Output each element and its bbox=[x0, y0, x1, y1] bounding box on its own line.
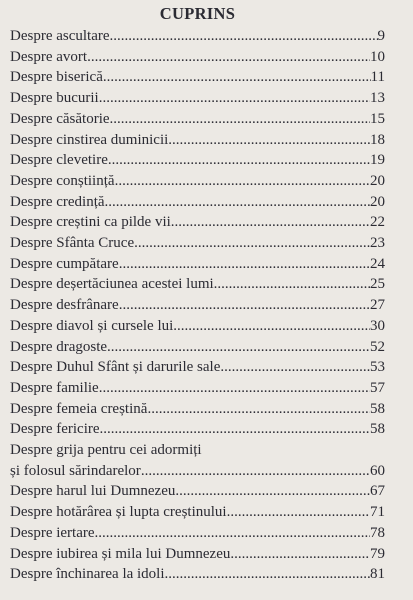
dot-leader bbox=[100, 419, 370, 440]
toc-entry-title-continued: și folosul sărindarelor bbox=[10, 462, 141, 479]
toc-entry-page: 25 bbox=[370, 276, 385, 293]
toc-entry-page: 71 bbox=[370, 504, 385, 521]
toc-entry-page: 15 bbox=[370, 110, 385, 127]
dot-leader bbox=[220, 357, 370, 378]
toc-entry-title: Despre femeia creștină bbox=[10, 400, 148, 417]
toc-entry-page: 52 bbox=[370, 338, 385, 355]
toc-entry bbox=[10, 337, 385, 358]
toc-entry bbox=[10, 254, 385, 275]
toc-entry-page: 79 bbox=[370, 545, 385, 562]
toc-entry bbox=[10, 67, 385, 88]
toc-entry bbox=[10, 502, 385, 523]
toc-entry-title: Despre conștiință bbox=[10, 172, 115, 189]
toc-entry bbox=[10, 564, 385, 585]
toc-entry-page: 10 bbox=[370, 48, 385, 65]
toc-entry-page: 53 bbox=[370, 359, 385, 376]
dot-leader bbox=[147, 399, 370, 420]
dot-leader bbox=[99, 378, 370, 399]
toc-entry-title: Despre hotărârea și lupta creștinului bbox=[10, 504, 227, 521]
dot-leader bbox=[115, 171, 370, 192]
toc-entry bbox=[10, 399, 385, 420]
toc-entry-title: Despre Sfânta Cruce bbox=[10, 235, 135, 252]
dot-leader bbox=[230, 544, 370, 565]
dot-leader bbox=[107, 337, 370, 358]
toc-entry-page: 24 bbox=[370, 255, 385, 272]
toc-entry-title: Despre cinstirea duminicii bbox=[10, 131, 169, 148]
toc-entry bbox=[10, 316, 385, 337]
table-of-contents bbox=[10, 26, 385, 585]
toc-entry-page: 20 bbox=[370, 172, 385, 189]
toc-entry-page: 19 bbox=[370, 152, 385, 169]
toc-entry bbox=[10, 150, 385, 171]
toc-entry-title: Despre deșertăciunea acestei lumi bbox=[10, 276, 214, 293]
toc-entry-title: Despre căsătorie bbox=[10, 110, 110, 127]
toc-entry-page: 20 bbox=[370, 193, 385, 210]
toc-entry-page: 60 bbox=[370, 462, 385, 479]
toc-entry-page: 18 bbox=[370, 131, 385, 148]
dot-leader bbox=[108, 150, 370, 171]
toc-entry-title: Despre iubirea și mila lui Dumnezeu bbox=[10, 545, 231, 562]
dot-leader bbox=[105, 192, 370, 213]
toc-entry bbox=[10, 378, 385, 399]
dot-leader bbox=[119, 295, 370, 316]
toc-entry bbox=[10, 357, 385, 378]
toc-entry-page: 67 bbox=[370, 483, 385, 500]
toc-heading: CUPRINS bbox=[159, 4, 236, 23]
toc-entry-title: Despre dragoste bbox=[10, 338, 108, 355]
dot-leader bbox=[168, 130, 370, 151]
dot-leader bbox=[227, 502, 370, 523]
toc-entry bbox=[10, 26, 385, 47]
toc-entry-title: Despre închinarea la idoli bbox=[10, 566, 165, 583]
dot-leader bbox=[95, 523, 370, 544]
toc-entry bbox=[10, 461, 385, 482]
toc-entry-page: 27 bbox=[370, 297, 385, 314]
dot-leader bbox=[119, 254, 370, 275]
toc-entry-page: 11 bbox=[370, 69, 385, 86]
dot-leader bbox=[141, 461, 370, 482]
toc-entry-page: 13 bbox=[370, 90, 385, 107]
toc-entry-page: 9 bbox=[377, 28, 385, 44]
dot-leader bbox=[110, 26, 378, 47]
toc-entry-title: Despre familie bbox=[10, 379, 99, 396]
toc-entry-title: Despre diavol și cursele lui bbox=[10, 317, 174, 334]
toc-entry bbox=[10, 523, 385, 544]
toc-entry bbox=[10, 109, 385, 130]
toc-entry-title: Despre creștini ca pilde vii bbox=[10, 214, 171, 231]
dot-leader bbox=[171, 212, 370, 233]
toc-entry-title: Despre bucurii bbox=[10, 90, 99, 107]
toc-entry-title: Despre ascultare bbox=[10, 28, 110, 44]
dot-leader bbox=[214, 274, 370, 295]
toc-entry-title: Despre clevetire bbox=[10, 152, 108, 169]
toc-entry-title: Despre credință bbox=[10, 193, 105, 210]
toc-entry-title: Despre fericire bbox=[10, 421, 100, 438]
toc-entry bbox=[10, 419, 385, 440]
dot-leader bbox=[134, 233, 370, 254]
dot-leader bbox=[110, 109, 370, 130]
toc-entry bbox=[10, 481, 385, 502]
toc-entry bbox=[10, 130, 385, 151]
toc-entry-page: 30 bbox=[370, 317, 385, 334]
toc-entry-page: 22 bbox=[370, 214, 385, 231]
dot-leader bbox=[103, 67, 371, 88]
toc-entry bbox=[10, 171, 385, 192]
toc-entry bbox=[10, 295, 385, 316]
dot-leader bbox=[165, 564, 370, 585]
toc-entry-first-line bbox=[10, 440, 385, 461]
toc-entry-page: 58 bbox=[370, 400, 385, 417]
toc-entry-title: Despre cumpătare bbox=[10, 255, 119, 272]
toc-entry bbox=[10, 192, 385, 213]
toc-entry bbox=[10, 544, 385, 565]
toc-entry-title: Despre avort bbox=[10, 48, 88, 65]
toc-entry-page: 78 bbox=[370, 524, 385, 541]
toc-entry-page: 57 bbox=[370, 379, 385, 396]
dot-leader bbox=[99, 88, 370, 109]
toc-entry bbox=[10, 233, 385, 254]
toc-entry bbox=[10, 274, 385, 295]
dot-leader bbox=[175, 481, 370, 502]
toc-entry-title: Despre grija pentru cei adormiți bbox=[10, 442, 202, 459]
toc-entry bbox=[10, 47, 385, 68]
toc-entry-title: Despre Duhul Sfânt și darurile sale bbox=[10, 359, 221, 376]
toc-entry-title: Despre harul lui Dumnezeu bbox=[10, 483, 176, 500]
toc-entry-page: 58 bbox=[370, 421, 385, 438]
dot-leader bbox=[173, 316, 370, 337]
toc-entry-title: Despre desfrânare bbox=[10, 297, 119, 314]
toc-entry-page: 23 bbox=[370, 235, 385, 252]
dot-leader bbox=[87, 47, 370, 68]
toc-entry-title: Despre biserică bbox=[10, 69, 103, 86]
toc-entry bbox=[10, 212, 385, 233]
toc-entry bbox=[10, 88, 385, 109]
toc-entry-page: 81 bbox=[370, 566, 385, 583]
toc-entry-title: Despre iertare bbox=[10, 524, 95, 541]
